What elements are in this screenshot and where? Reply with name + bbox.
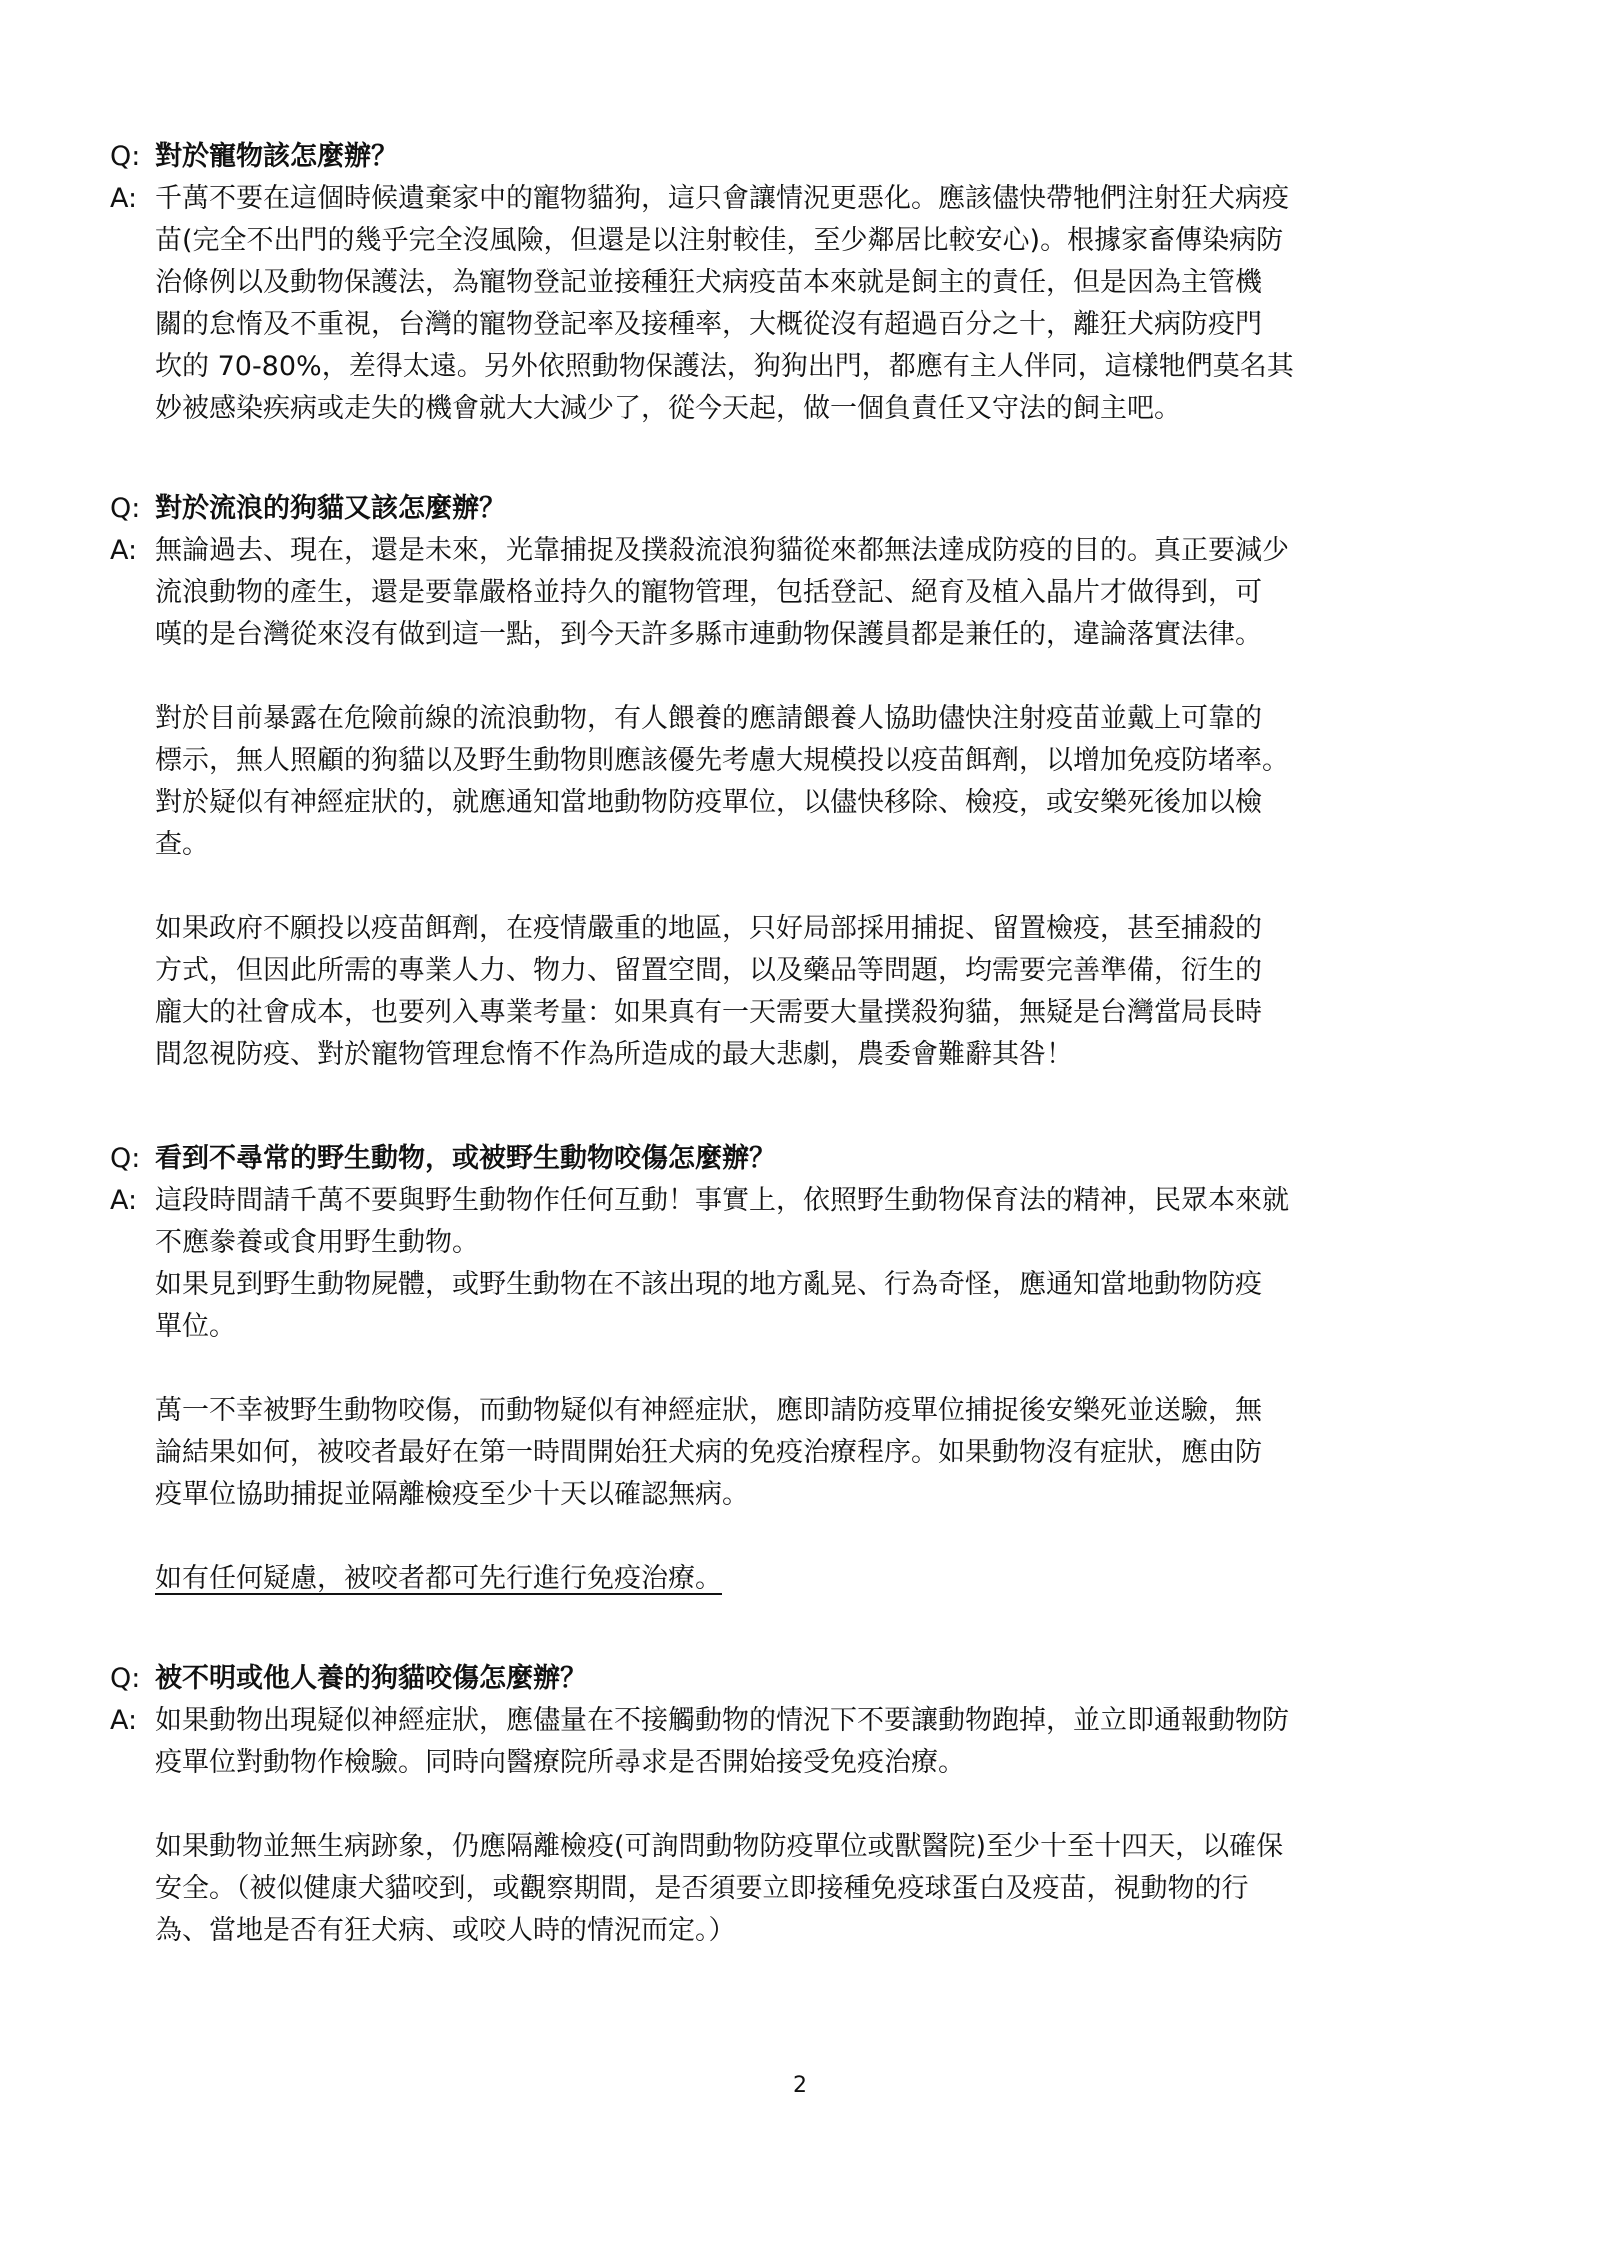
answer-text: 苗(完全不出門的幾乎完全沒風險，但還是以注射較佳，至少鄰居比較安心)。根據家畜傳染病防 <box>155 225 1284 256</box>
underlined-answer-text: 如有任何疑慮，被咬者都可先行進行免疫治療。 <box>155 1563 722 1594</box>
answer-line <box>110 1826 1510 1868</box>
answer-line <box>110 824 1510 866</box>
answer-text: 不應豢養或食用野生動物。 <box>155 1227 479 1258</box>
question-text: 對於流浪的狗貓又該怎麼辦？ <box>155 493 506 524</box>
answer-text: 方式，但因此所需的專業人力、物力、留置空間，以及藥品等問題，均需要完善準備，衍生的 <box>155 955 1262 986</box>
question-line <box>110 136 1510 178</box>
answer-line <box>110 388 1510 430</box>
answer-text: 龐大的社會成本，也要列入專業考量：如果真有一天需要大量撲殺狗貓，無疑是台灣當局長時 <box>155 997 1262 1028</box>
answer-line <box>110 178 1510 220</box>
question-text: 對於寵物該怎麼辦？ <box>155 141 398 172</box>
answer-line <box>110 304 1510 346</box>
answer-line <box>110 1558 1510 1600</box>
answer-text: 單位。 <box>155 1311 236 1342</box>
answer-line <box>110 782 1510 824</box>
answer-prefix: A: <box>110 1705 138 1736</box>
answer-line <box>110 1034 1510 1076</box>
answer-line <box>110 614 1510 656</box>
answer-line <box>110 262 1510 304</box>
answer-text: 對於目前暴露在危險前線的流浪動物，有人餵養的應請餵養人協助儘快注射疫苗並戴上可靠的 <box>155 703 1262 734</box>
answer-line <box>110 346 1510 388</box>
answer-prefix: A: <box>110 183 138 214</box>
answer-line <box>110 908 1510 950</box>
answer-line <box>110 1474 1510 1516</box>
answer-line <box>110 1222 1510 1264</box>
faq-section-strays <box>110 488 1510 1076</box>
answer-text: 嘆的是台灣從來沒有做到這一點，到今天許多縣市連動物保護員都是兼任的，違論落實法律。 <box>155 619 1262 650</box>
page-number: 2 <box>793 2073 807 2098</box>
answer-line <box>110 740 1510 782</box>
question-line <box>110 488 1510 530</box>
answer-text: 論結果如何，被咬者最好在第一時間開始狂犬病的免疫治療程序。如果動物沒有症狀，應由防 <box>155 1437 1262 1468</box>
answer-text: 為、當地是否有狂犬病、或咬人時的情況而定。） <box>155 1915 736 1946</box>
answer-line <box>110 1180 1510 1222</box>
answer-line <box>110 1306 1510 1348</box>
answer-text: 關的怠惰及不重視，台灣的寵物登記率及接種率，大概從沒有超過百分之十，離狂犬病防疫門 <box>155 309 1262 340</box>
answer-line <box>110 1700 1510 1742</box>
faq-section-wildlife <box>110 1138 1510 1600</box>
answer-line <box>110 1910 1510 1952</box>
answer-text: 疫單位協助捕捉並隔離檢疫至少十天以確認無病。 <box>155 1479 749 1510</box>
answer-line <box>110 530 1510 572</box>
answer-text: 坎的 70-80%，差得太遠。另外依照動物保護法，狗狗出門，都應有主人伴同，這樣牠們莫名其 <box>155 351 1294 382</box>
answer-line <box>110 572 1510 614</box>
answer-text: 萬一不幸被野生動物咬傷，而動物疑似有神經症狀，應即請防疫單位捕捉後安樂死並送驗，無 <box>155 1395 1262 1426</box>
question-line <box>110 1138 1510 1180</box>
question-prefix: Q: <box>110 141 141 172</box>
answer-text: 這段時間請千萬不要與野生動物作任何互動！事實上，依照野生動物保育法的精神，民眾本來就 <box>155 1185 1289 1216</box>
answer-text: 流浪動物的產生，還是要靠嚴格並持久的寵物管理，包括登記、絕育及植入晶片才做得到，可 <box>155 577 1262 608</box>
answer-line <box>110 220 1510 262</box>
answer-text: 查。 <box>155 829 209 860</box>
answer-text: 對於疑似有神經症狀的，就應通知當地動物防疫單位，以儘快移除、檢疫，或安樂死後加以檢 <box>155 787 1262 818</box>
answer-line <box>110 950 1510 992</box>
answer-text: 如果動物並無生病跡象，仍應隔離檢疫(可詢問動物防疫單位或獸醫院)至少十至十四天，以確保 <box>155 1831 1284 1862</box>
answer-line <box>110 1390 1510 1432</box>
question-line <box>110 1658 1510 1700</box>
faq-section-unknown-bite <box>110 1658 1510 1952</box>
answer-text: 安全。（被似健康犬貓咬到，或觀察期間，是否須要立即接種免疫球蛋白及疫苗，視動物的行 <box>155 1873 1249 1904</box>
answer-text: 標示，無人照顧的狗貓以及野生動物則應該優先考慮大規模投以疫苗餌劑，以增加免疫防堵率。 <box>155 745 1289 776</box>
question-prefix: Q: <box>110 1663 141 1694</box>
faq-section-pets <box>110 136 1510 430</box>
answer-line <box>110 698 1510 740</box>
answer-line <box>110 1264 1510 1306</box>
answer-text: 無論過去、現在，還是未來，光靠捕捉及撲殺流浪狗貓從來都無法達成防疫的目的。真正要減少 <box>155 535 1289 566</box>
question-text: 看到不尋常的野生動物，或被野生動物咬傷怎麼辦？ <box>155 1143 776 1174</box>
answer-text: 如果見到野生動物屍體，或野生動物在不該出現的地方亂晃、行為奇怪，應通知當地動物防疫 <box>155 1269 1262 1300</box>
answer-line <box>110 1868 1510 1910</box>
answer-text: 如果動物出現疑似神經症狀，應儘量在不接觸動物的情況下不要讓動物跑掉，並立即通報動物防 <box>155 1705 1289 1736</box>
answer-text: 妙被感染疾病或走失的機會就大大減少了，從今天起，做一個負責任又守法的飼主吧。 <box>155 393 1181 424</box>
answer-prefix: A: <box>110 1185 138 1216</box>
answer-line <box>110 992 1510 1034</box>
question-prefix: Q: <box>110 1143 141 1174</box>
answer-text: 千萬不要在這個時候遺棄家中的寵物貓狗，這只會讓情況更惡化。應該儘快帶牠們注射狂犬病疫 <box>155 183 1289 214</box>
answer-text: 疫單位對動物作檢驗。同時向醫療院所尋求是否開始接受免疫治療。 <box>155 1747 965 1778</box>
answer-text: 間忽視防疫、對於寵物管理怠惰不作為所造成的最大悲劇，農委會難辭其咎！ <box>155 1039 1073 1070</box>
answer-text: 如果政府不願投以疫苗餌劑，在疫情嚴重的地區，只好局部採用捕捉、留置檢疫，甚至捕殺的 <box>155 913 1262 944</box>
question-text: 被不明或他人養的狗貓咬傷怎麼辦？ <box>155 1663 587 1694</box>
question-prefix: Q: <box>110 493 141 524</box>
answer-prefix: A: <box>110 535 138 566</box>
answer-line <box>110 1432 1510 1474</box>
answer-text: 治條例以及動物保護法，為寵物登記並接種狂犬病疫苗本來就是飼主的責任，但是因為主管機 <box>155 267 1262 298</box>
answer-line <box>110 1742 1510 1784</box>
